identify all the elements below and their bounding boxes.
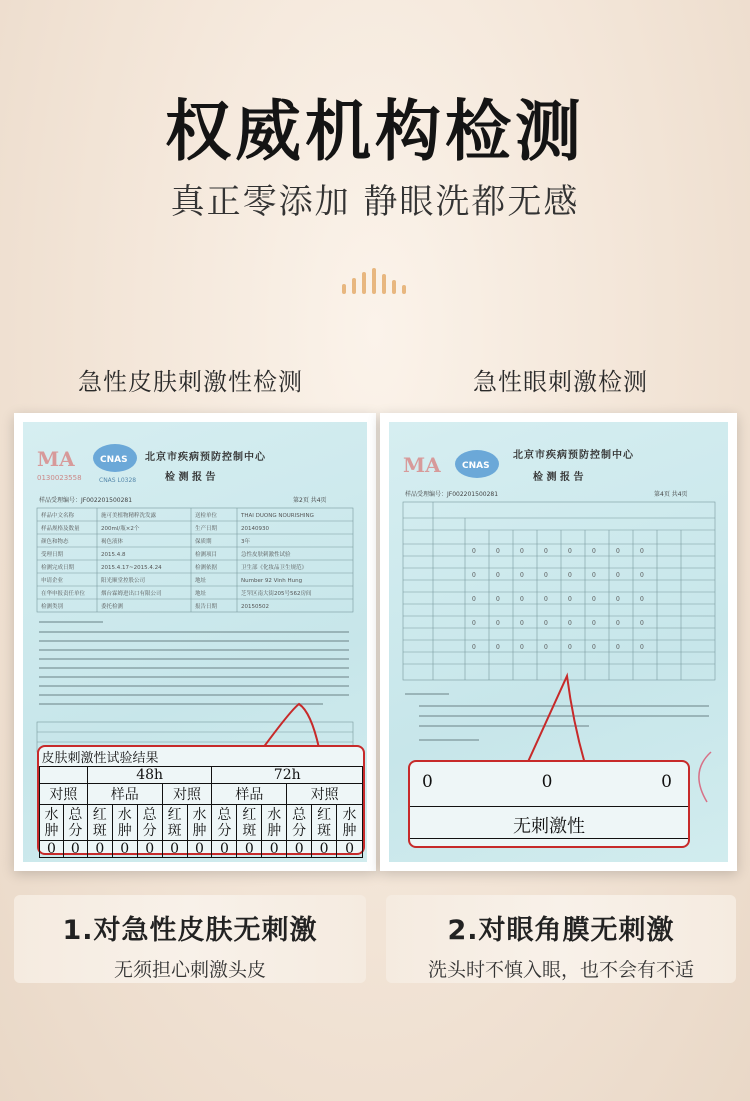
- svg-text:0: 0: [616, 548, 620, 555]
- svg-text:北京市疾病预防控制中心: 北京市疾病预防控制中心: [513, 450, 634, 461]
- col-label: 水肿: [187, 805, 212, 841]
- svg-text:0: 0: [520, 596, 524, 603]
- svg-text:2015.4.8: 2015.4.8: [101, 552, 126, 558]
- svg-text:0: 0: [520, 572, 524, 579]
- svg-text:0: 0: [592, 548, 596, 555]
- svg-text:Number 92 Vinh Hung: Number 92 Vinh Hung: [241, 578, 303, 584]
- svg-text:保质期: 保质期: [195, 539, 212, 545]
- svg-text:0: 0: [496, 644, 500, 651]
- cell-value: 0: [661, 772, 672, 792]
- svg-text:0: 0: [640, 644, 644, 651]
- cell-value: 0: [287, 841, 312, 858]
- svg-text:阳光顺堂控股公司: 阳光顺堂控股公司: [101, 578, 146, 584]
- page-title: 权威机构检测: [165, 93, 585, 170]
- svg-text:检 测 报 告: 检 测 报 告: [533, 472, 584, 483]
- eye-benefit-desc: 洗头时不慎入眼，也不会有不适: [427, 959, 694, 981]
- svg-text:地址: 地址: [195, 591, 207, 597]
- col-72h: 72h: [212, 767, 363, 784]
- skin-benefit-title: 1.对急性皮肤无刺激: [62, 915, 318, 946]
- svg-text:MA: MA: [403, 453, 441, 477]
- svg-text:20140930: 20140930: [241, 526, 269, 532]
- svg-text:0: 0: [592, 596, 596, 603]
- cma-logo-icon: [403, 453, 441, 477]
- svg-text:CNAS: CNAS: [462, 461, 490, 471]
- skin-test-heading: 急性皮肤刺激性检测: [78, 368, 303, 396]
- col-control-2: 对照: [162, 784, 212, 805]
- svg-text:0: 0: [568, 644, 572, 651]
- cell-value: 0: [40, 841, 64, 858]
- svg-text:检测完成日期: 检测完成日期: [41, 565, 75, 571]
- svg-text:0: 0: [472, 572, 476, 579]
- svg-text:0: 0: [616, 644, 620, 651]
- svg-text:样品受理编号：JF002201500281: 样品受理编号：JF002201500281: [405, 491, 499, 498]
- cell-value: 0: [422, 772, 433, 792]
- cnas-logo-icon: [93, 444, 137, 484]
- col-label: 红斑: [162, 805, 187, 841]
- svg-text:受理日期: 受理日期: [41, 552, 64, 558]
- svg-text:0: 0: [616, 620, 620, 627]
- svg-text:样品规格及数量: 样品规格及数量: [41, 526, 80, 532]
- eye-benefit-title: 2.对眼角膜无刺激: [447, 915, 675, 946]
- svg-text:0: 0: [568, 596, 572, 603]
- svg-text:0: 0: [640, 596, 644, 603]
- cell-value: 0: [337, 841, 363, 858]
- eye-benefit-card: [386, 895, 736, 983]
- svg-text:0: 0: [616, 596, 620, 603]
- cell-value: 0: [212, 841, 237, 858]
- svg-text:0: 0: [592, 572, 596, 579]
- svg-text:检测依据: 检测依据: [195, 565, 218, 571]
- svg-text:0: 0: [472, 548, 476, 555]
- col-label: 水肿: [112, 805, 137, 841]
- eye-result-callout: [408, 760, 690, 848]
- svg-text:0130023558: 0130023558: [37, 474, 82, 482]
- svg-text:检测项目: 检测项目: [195, 552, 218, 558]
- svg-text:200ml/瓶×2个: 200ml/瓶×2个: [101, 526, 140, 532]
- col-control-1: 对照: [40, 784, 88, 805]
- cell-value: 0: [63, 841, 87, 858]
- svg-text:0: 0: [544, 620, 548, 627]
- cell-value: 0: [162, 841, 187, 858]
- svg-text:0: 0: [568, 572, 572, 579]
- svg-text:送检单位: 送检单位: [195, 513, 218, 519]
- svg-text:在华申报责任单位: 在华申报责任单位: [41, 591, 86, 597]
- col-label: 水肿: [262, 805, 287, 841]
- svg-text:MA: MA: [37, 447, 75, 471]
- col-sample-2: 样品: [212, 784, 287, 805]
- cma-logo-icon: [37, 447, 82, 482]
- svg-text:0: 0: [592, 620, 596, 627]
- report-sheet: [389, 422, 728, 862]
- svg-text:0: 0: [616, 572, 620, 579]
- cell-value: 0: [262, 841, 287, 858]
- col-control-3: 对照: [287, 784, 363, 805]
- col-label: 总分: [137, 805, 162, 841]
- svg-text:检 测 报 告: 检 测 报 告: [165, 472, 216, 483]
- svg-text:0: 0: [568, 620, 572, 627]
- svg-text:芝罘区南大街205号562房间: 芝罘区南大街205号562房间: [241, 591, 312, 597]
- svg-text:烟台霖姆进出口有限公司: 烟台霖姆进出口有限公司: [101, 591, 162, 597]
- cell-value: 0: [137, 841, 162, 858]
- cell-value: 0: [187, 841, 212, 858]
- skin-result-table: [39, 747, 363, 858]
- page-subtitle: 真正零添加 静眼洗都无感: [170, 182, 580, 222]
- svg-text:委托检测: 委托检测: [101, 604, 124, 610]
- skin-benefit-card: [14, 895, 366, 983]
- svg-text:地址: 地址: [195, 578, 207, 584]
- col-48h: 48h: [87, 767, 212, 784]
- svg-text:北京市疾病预防控制中心: 北京市疾病预防控制中心: [145, 452, 266, 463]
- svg-text:褐色液体: 褐色液体: [101, 539, 124, 545]
- col-label: 总分: [63, 805, 87, 841]
- skin-result-callout: [37, 745, 365, 855]
- cnas-logo-icon: [455, 450, 499, 478]
- svg-text:0: 0: [472, 620, 476, 627]
- svg-text:颜色和物态: 颜色和物态: [41, 539, 69, 545]
- svg-text:0: 0: [544, 644, 548, 651]
- col-sample-1: 样品: [87, 784, 162, 805]
- eye-test-report: [380, 413, 737, 871]
- svg-text:0: 0: [544, 548, 548, 555]
- svg-text:样品中文名称: 样品中文名称: [41, 513, 75, 519]
- svg-text:0: 0: [496, 572, 500, 579]
- col-label: 水肿: [40, 805, 64, 841]
- svg-text:第2页 共4页: 第2页 共4页: [293, 497, 327, 504]
- skin-result-title: 皮肤刺激性试验结果: [40, 747, 363, 767]
- eye-zero-row: [422, 772, 672, 796]
- svg-text:0: 0: [520, 548, 524, 555]
- cell-value: 0: [541, 772, 553, 792]
- svg-text:0: 0: [472, 596, 476, 603]
- svg-text:3年: 3年: [241, 539, 250, 545]
- svg-text:20150502: 20150502: [241, 604, 269, 610]
- svg-text:卫生部《化妆品卫生规范》: 卫生部《化妆品卫生规范》: [241, 565, 308, 571]
- svg-text:0: 0: [544, 572, 548, 579]
- svg-text:第4页 共4页: 第4页 共4页: [654, 491, 688, 498]
- svg-text:0: 0: [496, 548, 500, 555]
- svg-text:生产日期: 生产日期: [195, 526, 218, 532]
- sound-wave-icon: [340, 266, 410, 296]
- svg-text:0: 0: [592, 644, 596, 651]
- skin-benefit-desc: 无须担心刺激头皮: [113, 959, 266, 981]
- svg-text:报告日期: 报告日期: [195, 604, 218, 610]
- svg-text:0: 0: [472, 644, 476, 651]
- svg-text:0: 0: [520, 644, 524, 651]
- svg-text:0: 0: [544, 596, 548, 603]
- cell-value: 0: [312, 841, 337, 858]
- svg-text:0: 0: [640, 548, 644, 555]
- svg-text:0: 0: [496, 596, 500, 603]
- svg-text:CNAS: CNAS: [100, 455, 128, 465]
- col-label: 红斑: [87, 805, 112, 841]
- col-label: 红斑: [237, 805, 262, 841]
- svg-text:0: 0: [640, 572, 644, 579]
- svg-text:0: 0: [496, 620, 500, 627]
- svg-text:0: 0: [640, 620, 644, 627]
- svg-text:0: 0: [568, 548, 572, 555]
- svg-text:2015.4.17~2015.4.24: 2015.4.17~2015.4.24: [101, 565, 162, 571]
- col-label: 红斑: [312, 805, 337, 841]
- report-sheet: [23, 422, 367, 862]
- svg-text:施可美植物精粹洗发露: 施可美植物精粹洗发露: [101, 513, 157, 519]
- cell-value: 0: [112, 841, 137, 858]
- svg-text:0: 0: [520, 620, 524, 627]
- svg-text:急性皮肤刺激性试验: 急性皮肤刺激性试验: [241, 552, 291, 558]
- cell-value: 0: [237, 841, 262, 858]
- eye-result-text: 无刺激性: [513, 816, 585, 837]
- svg-text:申请企业: 申请企业: [41, 578, 64, 584]
- col-label: 水肿: [337, 805, 363, 841]
- svg-text:CNAS L0328: CNAS L0328: [99, 477, 137, 484]
- svg-text:检测类别: 检测类别: [41, 604, 64, 610]
- col-label: 总分: [212, 805, 237, 841]
- cell-value: 0: [87, 841, 112, 858]
- svg-text:样品受理编号：JF002201500281: 样品受理编号：JF002201500281: [39, 497, 133, 504]
- svg-text:THAI DUONG NOURISHING: THAI DUONG NOURISHING: [241, 513, 314, 519]
- eye-test-heading: 急性眼刺激检测: [473, 368, 648, 396]
- col-label: 总分: [287, 805, 312, 841]
- skin-test-report: [14, 413, 376, 871]
